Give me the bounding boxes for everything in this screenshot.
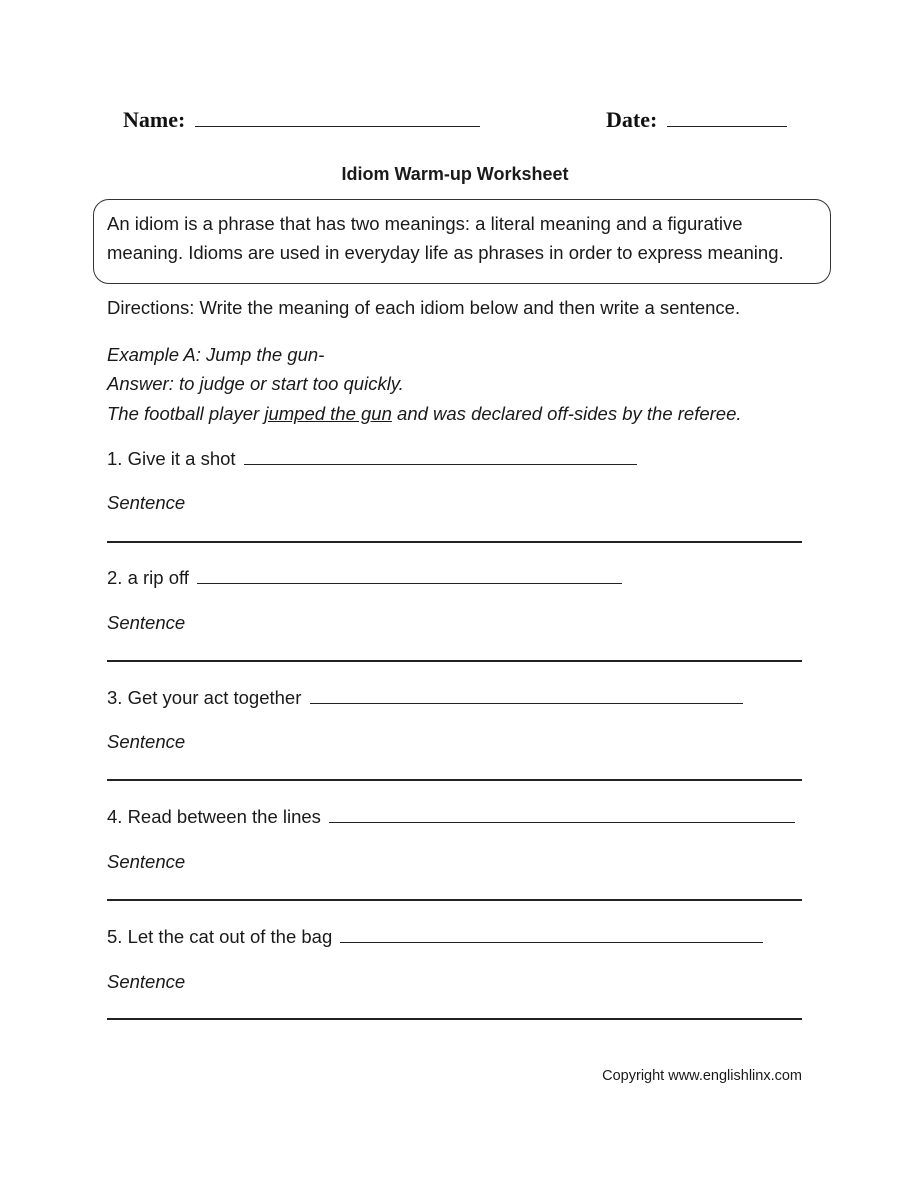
example-sentence-start: The football player [107,403,265,424]
directions-text: Directions: Write the meaning of each idiom below and then write a sentence. [107,297,741,318]
date-blank[interactable] [667,126,787,127]
example-line-2: Answer: to judge or start too quickly. [107,373,404,394]
date-field[interactable] [606,107,787,133]
meaning-blank[interactable] [244,464,637,465]
sentence-label: Sentence [107,492,186,513]
idiom-label: 4. Read between the lines [107,806,321,827]
meaning-blank[interactable] [329,822,795,823]
sentence-answer-line[interactable] [107,1018,802,1020]
idiom-label: 2. a rip off [107,567,189,588]
sentence-label: Sentence [107,612,186,633]
idiom-item-2 [107,567,622,589]
name-label: Name: [123,107,186,132]
idiom-item-1 [107,448,637,470]
idiom-label: 3. Get your act together [107,687,302,708]
sentence-label: Sentence [107,851,186,872]
example-sentence-end: and was declared off-sides by the referee. [391,403,742,424]
sentence-label: Sentence [107,731,186,752]
example-line-3 [107,403,742,425]
idiom-label: 5. Let the cat out of the bag [107,926,333,947]
copyright-text: Copyright www.englishlinx.com [602,1068,802,1084]
sentence-answer-line[interactable] [107,541,802,543]
meaning-blank[interactable] [197,583,622,584]
sentence-answer-line[interactable] [107,899,802,901]
meaning-blank[interactable] [340,942,763,943]
definition-text: An idiom is a phrase that has two meanings: a literal meaning and a figurative meaning. Idioms are used in everyday life as phrases in order to express meaning. [107,213,784,263]
worksheet-title: Idiom Warm-up Worksheet [341,164,569,184]
idiom-item-3 [107,687,743,709]
idiom-item-4 [107,806,795,828]
idiom-item-5 [107,926,763,948]
example-line-1: Example A: Jump the gun- [107,344,325,365]
example-underlined-idiom: jumped the gun [264,403,392,424]
name-field[interactable] [123,107,480,133]
date-label: Date: [606,107,658,132]
sentence-answer-line[interactable] [107,660,802,662]
sentence-answer-line[interactable] [107,779,802,781]
idiom-label: 1. Give it a shot [107,448,236,469]
meaning-blank[interactable] [310,703,743,704]
sentence-label: Sentence [107,971,186,992]
name-blank[interactable] [195,126,480,127]
